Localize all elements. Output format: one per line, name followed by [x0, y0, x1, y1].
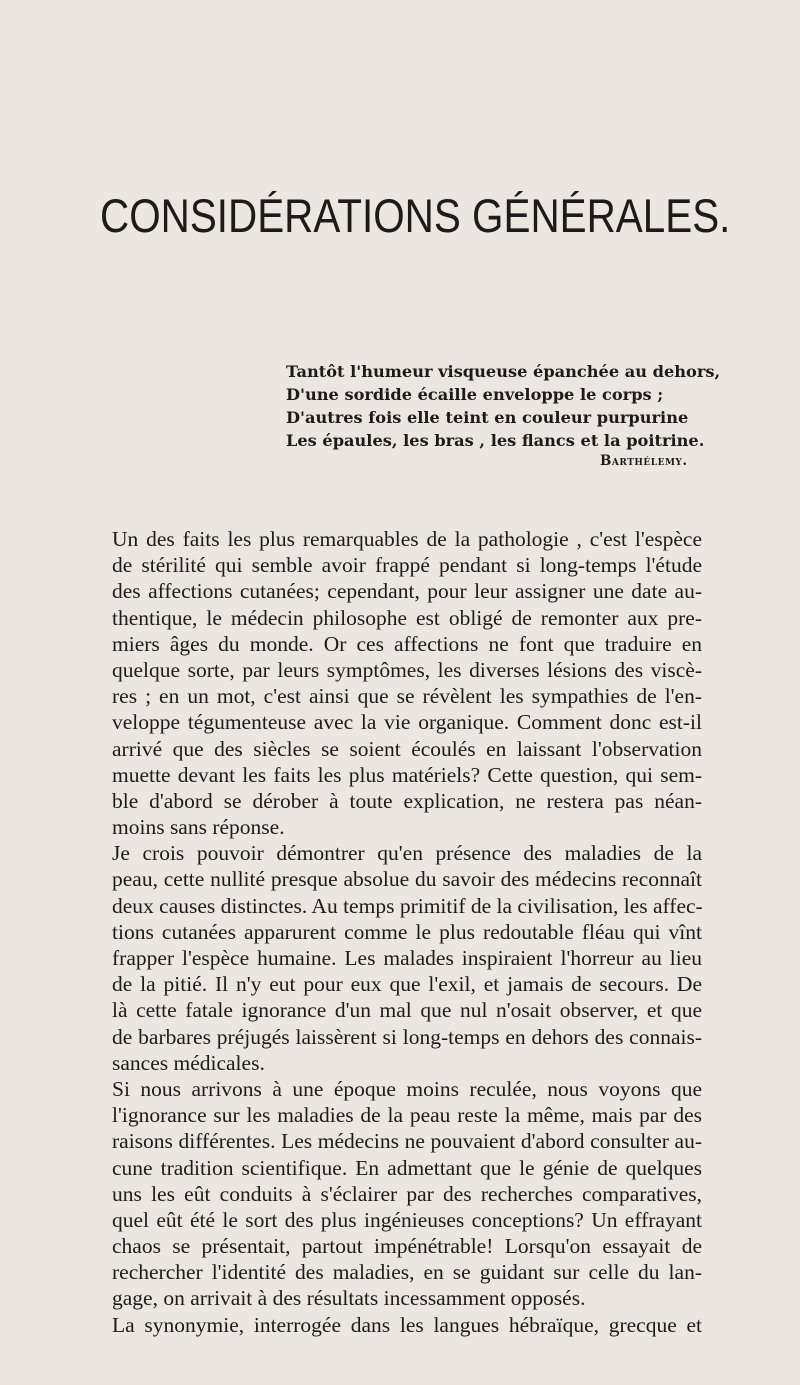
body-line: de barbares préjugés laissèrent si long-temps en dehors des connais-	[112, 1024, 702, 1049]
body-line: là cette fatale ignorance d'un mal que nul n'osait observer, et que	[112, 998, 702, 1023]
body-line: deux causes distinctes. Au temps primitif de la civilisation, les affec-	[112, 893, 703, 918]
body-line: quelque sorte, par leurs symptômes, les diverses lésions des viscè-	[112, 657, 702, 682]
body-line: chaos se présentait, partout impénétrable! Lorsqu'on essayait de	[112, 1234, 702, 1259]
body-line: raisons différentes. Les médecins ne pouvaient d'abord consulter au-	[112, 1129, 702, 1154]
body-line: uns les eût conduits à s'éclairer par des recherches comparatives,	[112, 1181, 702, 1206]
body-line: veloppe tégumenteuse avec la vie organique. Comment donc est-il	[112, 710, 702, 735]
body-line: de la pitié. Il n'y eut pour eux que l'exil, et jamais de secours. De	[112, 972, 702, 997]
chapter-title: CONSIDÉRATIONS GÉNÉRALES.	[100, 189, 731, 242]
body-line: thentique, le médecin philosophe est obligé de remonter aux pre-	[112, 605, 702, 630]
epigraph-line: Tantôt l'humeur visqueuse épanchée au dehors,	[286, 362, 721, 381]
body-line: des affections cutanées; cependant, pour leur assigner une date au-	[112, 579, 702, 604]
body-line: quel eût été le sort des plus ingénieuses conceptions? Un effrayant	[112, 1207, 702, 1232]
body-line: de stérilité qui semble avoir frappé pendant si long-temps l'étude	[112, 553, 702, 578]
body-line: rechercher l'identité des maladies, en se guidant sur celle du lan-	[112, 1260, 702, 1285]
body-line: Je crois pouvoir démontrer qu'en présence des maladies de la	[112, 841, 702, 866]
body-line: l'ignorance sur les maladies de la peau reste la même, mais par des	[112, 1103, 702, 1128]
body-line: frapper l'espèce humaine. Les malades inspiraient l'horreur au lieu	[112, 946, 702, 970]
epigraph-attribution: Barthélemy.	[600, 453, 688, 469]
epigraph-line: D'autres fois elle teint en couleur purpurine	[286, 408, 689, 427]
body-line: gage, on arrivait à des résultats incessamment opposés.	[112, 1286, 586, 1311]
body-line: tions cutanées apparurent comme le plus redoutable fléau qui vînt	[112, 919, 702, 944]
epigraph	[286, 360, 746, 452]
body-line: sances médicales.	[112, 1050, 265, 1075]
body-line: cune tradition scientifique. En admettant que le génie de quelques	[112, 1155, 702, 1180]
body-line: peau, cette nullité presque absolue du savoir des médecins reconnaît	[112, 867, 702, 892]
body-line: Un des faits les plus remarquables de la pathologie , c'est l'espèce	[112, 527, 702, 551]
body-line: arrivé que des siècles se soient écoulés en laissant l'observation	[112, 736, 702, 761]
body-text	[112, 526, 702, 1338]
body-line: La synonymie, interrogée dans les langues hébraïque, grecque et	[112, 1312, 702, 1337]
body-line: moins sans réponse.	[112, 815, 285, 840]
body-line: ble d'abord se dérober à toute explication, ne restera pas néan-	[112, 788, 702, 813]
body-line: res ; en un mot, c'est ainsi que se révèlent les sympathies de l'en-	[112, 684, 702, 709]
epigraph-line: D'une sordide écaille enveloppe le corps ;	[286, 385, 664, 404]
body-line: miers âges du monde. Or ces affections ne font que traduire en	[112, 631, 702, 656]
body-line: Si nous arrivons à une époque moins reculée, nous voyons que	[112, 1076, 702, 1101]
body-line: muette devant les faits les plus matériels? Cette question, qui sem-	[112, 762, 702, 787]
epigraph-line: Les épaules, les bras , les flancs et la poitrine.	[286, 431, 705, 450]
